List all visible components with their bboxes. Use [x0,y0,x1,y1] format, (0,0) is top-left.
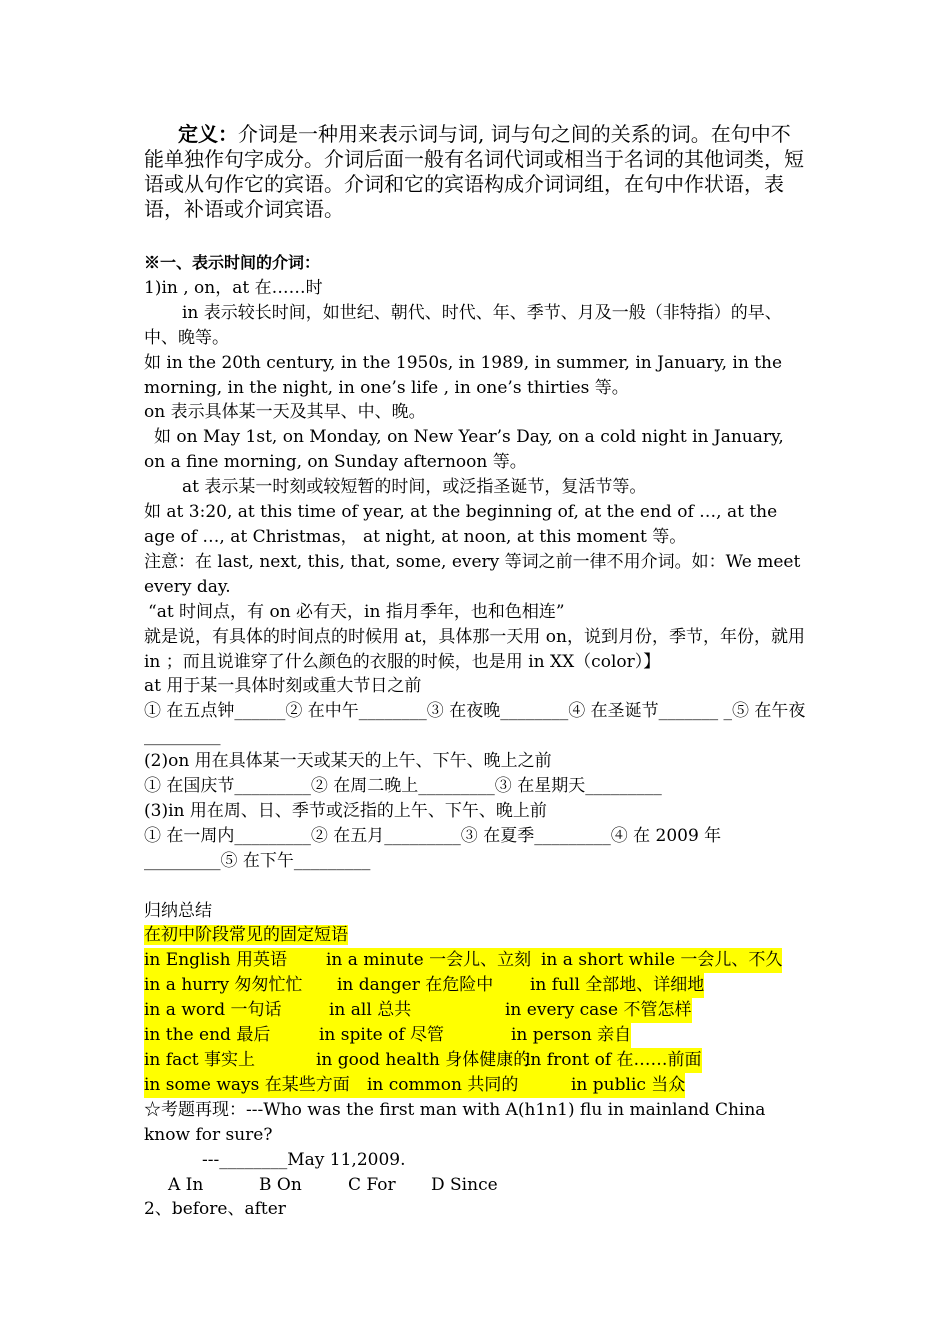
phrase: in good health 身体健康的 [316,1049,531,1070]
in-description [144,301,810,351]
explanation-paragraph: 就是说，有具体的时间点的时候用 at，具体那一天用 on，说到月份，季节，年份，就用 in ；而且说谁穿了什么颜色的衣服的时候，也是用 in XX（color）】 [144,626,805,672]
definition-paragraph [144,122,810,222]
phrase: in English 用英语 [144,950,287,971]
in-rule: (3)in 用在周、日、季节或泛指的上午、下午、晚上前 [144,800,547,821]
definition-label: 定义： [178,122,238,146]
in-description-text: in 表示较长时间，如世纪、朝代、时代、年、季节、月及一般（非特指）的早、中、晚等。 [144,302,782,348]
option-d: D Since [431,1174,498,1195]
phrase: in spite of 尽管 [319,1025,445,1046]
section-heading-time: ※一、表示时间的介词： [144,253,321,272]
phrase-row [144,1023,810,1048]
summary-heading: 归纳总结 [144,900,212,921]
on-exercise: ① 在国庆节_________② 在周二晚上_________③ 在星期天_________ [144,776,662,797]
phrase-row [144,1073,810,1098]
in-examples: 如 in the 20th century, in the 1950s, in 1989, in summer, in January, in the morning, in the night, in one’s life , in one’s thirties 等。 [144,352,783,398]
exam-answer-line: ---________May 11,2009. [202,1149,406,1170]
note-paragraph: 注意：在 last, next, this, that, some, every 等词之前一律不用介词。如：We meet every day. [144,551,801,597]
phrase: in a word 一句话 [144,1000,282,1021]
option-b: B On [259,1174,302,1195]
time-prepositions-line: 1)in , on，at 在……时 [144,277,323,298]
in-exercise: ① 在一周内_________② 在五月_________③ 在夏季_________④ 在 2009 年_________⑤ 在下午_________ [144,825,722,871]
phrase: in a minute 一会儿、立刻 [326,950,532,971]
phrase-row [144,948,810,973]
phrase: in person 亲自 [511,1025,632,1046]
phrase: in full 全部地、详细地 [530,975,705,996]
phrase: in every case 不管怎样 [505,1000,692,1021]
phrase: in all 总共 [329,1000,412,1021]
option-c: C For [348,1174,396,1195]
exam-options [144,1173,810,1198]
definition-text: 介词是一种用来表示词与词, 词与句之间的关系的词。在句中不能单独作句字成分。介词后面一般有名词代词或相当于名词的其他词类，短语或从句作它的宾语。介词和它的宾语构成介词词组，在句中作状语，表语，补语或介词宾语。 [144,122,804,221]
section-heading-before-after: 2、before、after [144,1199,286,1220]
at-exercise: ① 在五点钟______② 在中午________③ 在夜晚________④ 在圣诞节_______ _⑤ 在午夜_________ [144,701,806,747]
on-rule: (2)on 用在具体某一天或某天的上午、下午、晚上之前 [144,751,552,772]
phrase: in common 共同的 [367,1074,519,1095]
option-a: A In [168,1174,204,1195]
phrase: in the end 最后 [144,1025,271,1046]
document-body [144,122,810,1222]
on-examples-text: 如 on May 1st, on Monday, on New Year’s Day, on a cold night in January, on a fine morning, on Sunday afternoon 等。 [144,427,784,473]
at-examples: 如 at 3:20, at this time of year, at the beginning of, at the end of …, at the age of …, at Christmas， at night, at noon, at this moment 等。 [144,502,778,547]
at-description: at 表示某一时刻或较短暂的时间，或泛指圣诞节，复活节等。 [182,477,647,498]
phrase: in fact 事实上 [144,1049,255,1070]
rhyme-line: “at 时间点，有 on 必有天，in 指月季年，也和色相连” [148,601,565,622]
on-examples [144,425,810,475]
summary-subheading-text: 在初中阶段常见的固定短语 [144,925,348,946]
phrase: in danger 在危险中 [337,975,494,996]
phrase-row [144,1048,810,1073]
at-rule: at 用于某一具体时刻或重大节日之前 [144,676,422,697]
phrase: in front of 在……前面 [525,1049,702,1070]
phrase: in public 当众 [571,1074,686,1095]
on-description: on 表示具体某一天及其早、中、晚。 [144,402,426,423]
phrase: in some ways 在某些方面 [144,1074,350,1095]
summary-subheading [144,923,810,948]
phrase-row [144,998,810,1023]
phrase: in a hurry 匆匆忙忙 [144,975,303,996]
phrase-row [144,973,810,998]
exam-question: ☆考题再现：---Who was the first man with A(h1n1) flu in mainland China know for sure? [144,1099,766,1145]
phrase: in a short while 一会儿、不久 [541,950,783,971]
